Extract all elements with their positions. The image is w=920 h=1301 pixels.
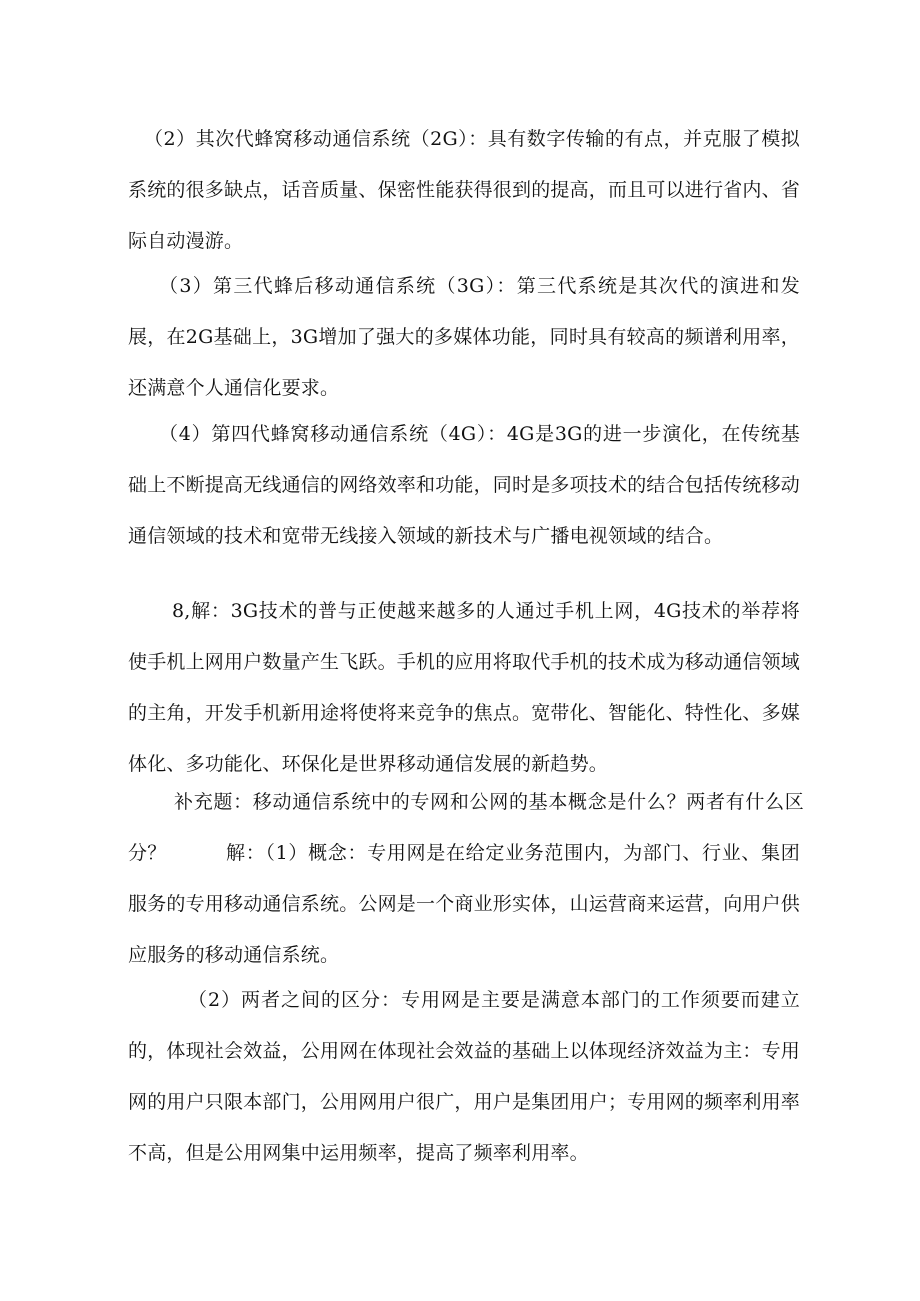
paragraph-4g: （4）第四代蜂窝移动通信系统（4G）：4G是3G的进一步演化，在传统基础上不断提高无线通信的网络效率和功能，同时是多项技术的结合包括传统移动通信领域的技术和宽带无线接入领域的新技术与广播电视领域的结合。 bbox=[128, 423, 801, 547]
paragraph-answer-difference: （2）两者之间的区分：专用网是主要是满意本部门的工作须要而建立的，体现社会效益，公用网在体现社会效益的基础上以体现经济效益为主：专用网的用户只限本部门，公用网用户很广，用户是集团用户；专用网的频率利用率不高，但是公用网集中运用频率，提高了频率利用率。 bbox=[128, 989, 801, 1164]
paragraph-answer-concept: 解：（1）概念：专用网是在给定业务范围内，为部门、行业、集团服务的专用移动通信系统。公网是一个商业形实体，山运营商来运营，向用户供应服务的移动通信系统。 bbox=[128, 842, 801, 966]
paragraph-3g: （3）第三代蜂后移动通信系统（3G）：第三代系统是其次代的演进和发展，在2G基础上，3G增加了强大的多媒体功能，同时具有较高的频谱利用率，还满意个人通信化要求。 bbox=[128, 275, 800, 399]
paragraph-supplementary-question: 补充题：移动通信系统中的专网和公网的基本概念是什么？两者有什么区分？ bbox=[128, 791, 804, 864]
paragraph-answer-8: 8,解：3G技术的普与正使越来越多的人通过手机上网，4G技术的举荐将使手机上网用户数量产生飞跃。手机的应用将取代手机的技术成为移动通信领域的主角，开发手机新用途将使将来竞争的焦点。宽带化、智能化、特性化、多媒体化、多功能化、环保化是世界移动通信发展的新趋势。 bbox=[128, 600, 801, 775]
paragraph-2g: （2）其次代蜂窝移动通信系统（2G）：具有数字传输的有点，并克服了模拟系统的很多缺点，话音质量、保密性能获得很到的提高，而且可以进行省内、省际自动漫游。 bbox=[128, 128, 801, 252]
